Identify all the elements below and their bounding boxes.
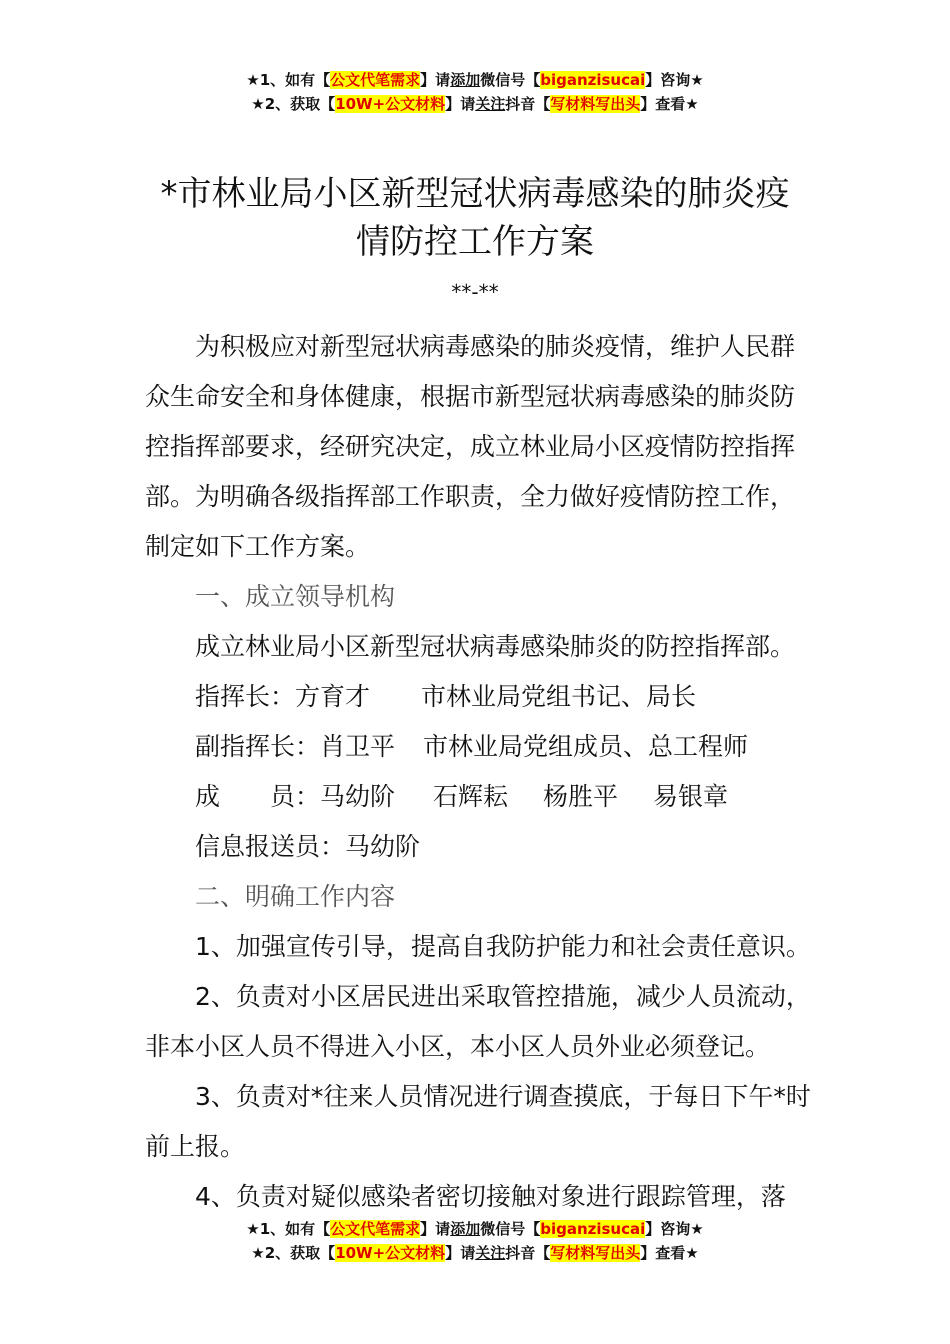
commander-label: 指挥长：方育才 (195, 682, 371, 711)
title-line-2: 情防控工作方案 (356, 222, 594, 262)
members-row (145, 772, 815, 822)
vice-commander-role: 市林业局党组成员、总工程师 (423, 732, 749, 761)
section-heading-2: 二、明确工作内容 (195, 882, 396, 911)
member-name: 石辉耘 (433, 782, 509, 811)
members-label: 成 员：马幼阶 (195, 782, 396, 811)
title-line-1: *市林业局小区新型冠状病毒感染的肺炎疫 (160, 174, 790, 214)
vice-commander-label: 副指挥长：肖卫平 (195, 732, 396, 761)
document-date: **-** (451, 280, 499, 304)
work-item: 4、负责对疑似感染者密切接触对象进行跟踪管理，落 (195, 1182, 786, 1211)
commander-role: 市林业局党组书记、局长 (421, 682, 697, 711)
document-title (0, 170, 950, 266)
promo-line-1: ★1、如有【公文代笔需求】请添加微信号【biganzisucai】咨询★ (246, 1220, 704, 1238)
work-item: 3、负责对*往来人员情况进行调查摸底，于每日下午*时前上报。 (145, 1082, 811, 1161)
section-heading-1: 一、成立领导机构 (195, 582, 396, 611)
commander-row (145, 672, 815, 722)
work-item: 2、负责对小区居民进出采取管控措施，减少人员流动，非本小区人员不得进入小区，本小区人员外业必须登记。 (145, 982, 811, 1061)
reporter-line: 信息报送员：马幼阶 (195, 832, 421, 861)
member-name: 易银章 (653, 782, 729, 811)
promo-banner-top (0, 68, 950, 116)
work-item: 1、加强宣传引导，提高自我防护能力和社会责任意识。 (195, 932, 811, 961)
document-body (145, 322, 815, 1222)
intro-paragraph: 为积极应对新型冠状病毒感染的肺炎疫情，维护人民群众生命安全和身体健康，根据市新型冠状病毒感染的肺炎防控指挥部要求，经研究决定，成立林业局小区疫情防控指挥部。为明确各级指挥部工作职责，全力做好疫情防控工作，制定如下工作方案。 (145, 332, 796, 561)
vice-commander-row (145, 722, 815, 772)
promo-banner-bottom (0, 1217, 950, 1265)
promo-line-1: ★1、如有【公文代笔需求】请添加微信号【biganzisucai】咨询★ (246, 71, 704, 89)
member-name: 杨胜平 (543, 782, 619, 811)
section1-text: 成立林业局小区新型冠状病毒感染肺炎的防控指挥部。 (195, 632, 796, 661)
promo-line-2: ★2、获取【10W+公文材料】请关注抖音【写材料写出头】查看★ (251, 1244, 699, 1262)
promo-line-2: ★2、获取【10W+公文材料】请关注抖音【写材料写出头】查看★ (251, 95, 699, 113)
